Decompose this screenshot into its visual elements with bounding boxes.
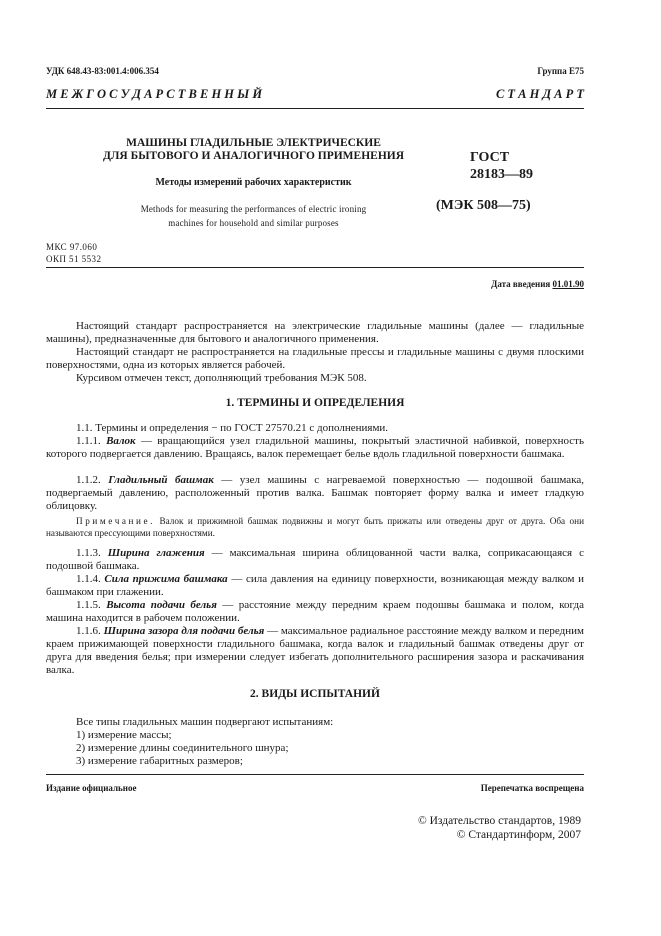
copyright-1: © Издательство стандартов, 1989 [417,815,581,827]
definition-text: — максимальное радиальное расстояние между валком и передним краем прижимающей поверхности гладильного башмака, когда валок и гладильный башмак отведены друг от друга для введения белья; при измерении следует избегать дополнительного расширения зазора и раскачивания валка. [46,625,584,676]
english-title [96,203,411,230]
okp-code: ОКП 51 5532 [46,254,102,264]
test-list [76,729,584,768]
copyright-2: © Стандартинформ, 2007 [456,828,581,841]
term-feed-gap-width: Ширина зазора для подачи белья [103,625,265,637]
subtitle: Методы измерений рабочих характеристик [155,177,352,188]
section-2-lead: Все типы гладильных машин подвергают испытаниям: [76,716,334,728]
clause-1-1-6 [46,625,584,677]
english-title-line-1: Methods for measuring the performances of electric ironing [140,204,367,214]
note-text: Валок и прижимной башмак подвижны и могут быть прижаты или отведены друг от друга. Оба они называются прессующими поверхностями. [46,516,584,538]
clause-1-1-5 [46,599,584,625]
clause-1-1-1 [46,435,584,461]
edition-label: Издание официальное [46,783,137,793]
reprint-notice: Перепечатка воспрещена [480,783,584,793]
definition-text: — максимальная ширина облицованной части валка, соприкасающаяся с подошвой башмака. [46,547,584,572]
clause-1-1-2 [46,474,584,513]
section-2-heading: 2. ВИДЫ ИСПЫТАНИЙ [250,688,380,700]
term-feed-height: Высота подачи белья [106,599,217,611]
definition-text: — расстояние между передним краем подошвы башмака и полом, когда машина находится в рабочем положении. [46,599,584,624]
clause-number: 1.1.5. [76,599,101,611]
clause-1-1-3 [46,547,584,573]
intro-date-label: Дата введения [491,279,551,289]
section-1-heading: 1. ТЕРМИНЫ И ОПРЕДЕЛЕНИЯ [225,397,405,409]
clause-number: 1.1.3. [76,547,101,559]
classification-codes [46,241,101,265]
definition-text: — вращающийся узел гладильной машины, покрытый эластичной набивкой, поверхность которого подвергается давлению. Вращаясь, валок перемещает белье вдоль гладильной поверхности башмака. [46,435,584,460]
udk-code: УДК 648.43-83:001.4:006.354 [46,66,159,76]
mks-code: МКС 97.060 [46,242,98,252]
term-ironing-shoe: Гладильный башмак [108,474,214,486]
banner-left: М Е Ж Г О С У Д А Р С Т В Е Н Н Ы Й [46,87,263,101]
title-line-1: МАШИНЫ ГЛАДИЛЬНЫЕ ЭЛЕКТРИЧЕСКИЕ [126,137,381,149]
list-item: 2) измерение длины соединительного шнура; [76,741,289,754]
term-shoe-pressure: Сила прижима башмака [104,573,228,585]
list-item: 1) измерение массы; [76,729,172,741]
intro-paragraph-2: Настоящий стандарт не распространяется на гладильные прессы и гладильные машины с двумя плоскими поверхностями, одна из которых является рабочей. [46,346,584,371]
gost-number: 28183—89 [470,167,533,182]
header-rule [46,108,584,109]
clause-1-1: 1.1. Термины и определения − по ГОСТ 27570.21 с дополнениями. [76,422,389,434]
codes-rule [46,267,584,268]
gost-label: ГОСТ [470,150,510,165]
intro-date [491,279,584,289]
intro-paragraph-3: Курсивом отмечен текст, дополняющий требования МЭК 508. [76,372,367,384]
definition-text: — узел машины с нагреваемой поверхностью — подошвой башмака, подвергаемый давлению, расположенный против валка. Башмак повторяет форму валка и имеет гладкую облицовку. [46,474,585,512]
note-label: Примечание. [76,516,156,526]
definition-text: — сила давления на единицу поверхности, возникающая между валком и башмаком при глажении. [46,573,585,598]
clause-number: 1.1.1. [76,435,101,447]
iec-designation: (МЭК 508—75) [436,198,531,213]
title [96,137,411,163]
footer-rule [46,774,584,775]
clause-number: 1.1.6. [76,625,101,637]
term-roller: Валок [106,435,136,447]
banner-right: С Т А Н Д А Р Т [495,87,584,101]
english-title-line-2: machines for household and similar purposes [168,217,339,228]
gost-designation [470,149,533,183]
copyright-block [418,815,581,842]
list-item: 3) измерение габаритных размеров; [76,754,243,767]
note [46,516,584,539]
clause-number: 1.1.2. [76,474,101,486]
term-ironing-width: Ширина глажения [107,547,205,559]
title-line-2: ДЛЯ БЫТОВОГО И АНАЛОГИЧНОГО ПРИМЕНЕНИЯ [102,150,405,162]
clause-number: 1.1.4. [76,573,101,585]
intro-paragraph-1: Настоящий стандарт распространяется на электрические гладильные машины (далее — гладильные машины), предназначенные для бытового и аналогичного применения. [46,320,584,345]
group-code: Группа Е75 [537,66,584,76]
clause-1-1-4 [46,573,584,599]
intro-date-value: 01.01.90 [552,279,584,289]
